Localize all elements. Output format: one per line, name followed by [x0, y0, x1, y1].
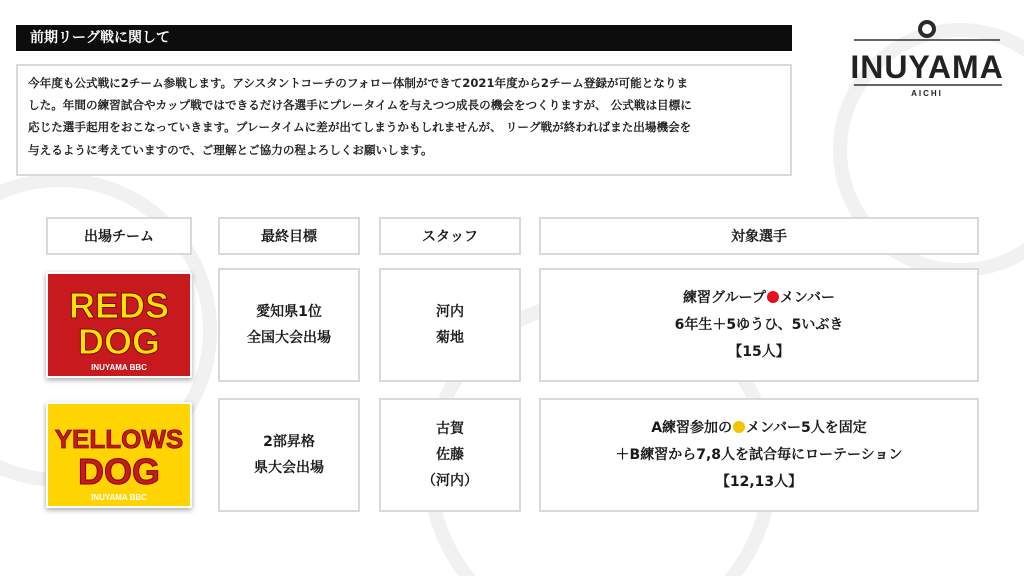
intro-line: した。年間の練習試合やカップ戦ではできるだけ各選手にプレータイムを与えつつ成長の機会をつくりますが、 公式戦は目標に — [28, 98, 692, 113]
svg-text:INUYAMA BBC: INUYAMA BBC — [91, 363, 147, 372]
page-title: 前期リーグ戦に関して — [16, 25, 792, 51]
svg-text:DOG: DOG — [77, 321, 161, 362]
svg-text:YELLOWS: YELLOWS — [54, 424, 184, 454]
inuyama-logo — [852, 18, 1002, 100]
target-cell: 練習グループ メンバー 6年生＋5ゆうひ、5いぶき 【15人】 — [539, 268, 979, 382]
goal-cell: 愛知県1位 全国大会出場 — [218, 268, 360, 382]
header-target: 対象選手 — [539, 217, 979, 255]
red-dot-icon — [767, 291, 779, 303]
goal-cell: 2部昇格 県大会出場 — [218, 398, 360, 512]
staff-cell: 河内 菊地 — [379, 268, 521, 382]
intro-line: 今年度も公式戦に2チーム参戦します。アシスタントコーチのフォロー体制ができて2021年度から2チーム登録が可能となりま — [28, 76, 689, 90]
logo-subtext: AICHI — [911, 89, 943, 98]
target-cell: A練習参加の メンバー5人を固定 ＋B練習から7,8人を試合毎にローテーション 【12,13人】 — [539, 398, 979, 512]
staff-cell: 古賀 佐藤 （河内） — [379, 398, 521, 512]
svg-text:DOG: DOG — [77, 451, 161, 492]
intro-line: 与えるように考えていますので、ご理解とご協力の程よろしくお願いします。 — [28, 142, 433, 157]
header-staff: スタッフ — [379, 217, 521, 255]
reds-dog-logo — [46, 272, 192, 378]
header-goal: 最終目標 — [218, 217, 360, 255]
logo-text: INUYAMA — [852, 49, 1002, 85]
intro-line: 応じた選手起用をおこなっていきます。プレータイムに差が出てしまうかもしれませんが、 リーグ戦が終わればまた出場機会を — [28, 120, 692, 135]
svg-text:INUYAMA BBC: INUYAMA BBC — [91, 493, 147, 502]
svg-text:REDS: REDS — [68, 285, 170, 326]
header-team: 出場チーム — [46, 217, 192, 255]
yellow-dot-icon — [733, 421, 745, 433]
yellows-dog-logo — [46, 402, 192, 508]
intro-paragraph — [16, 64, 792, 176]
